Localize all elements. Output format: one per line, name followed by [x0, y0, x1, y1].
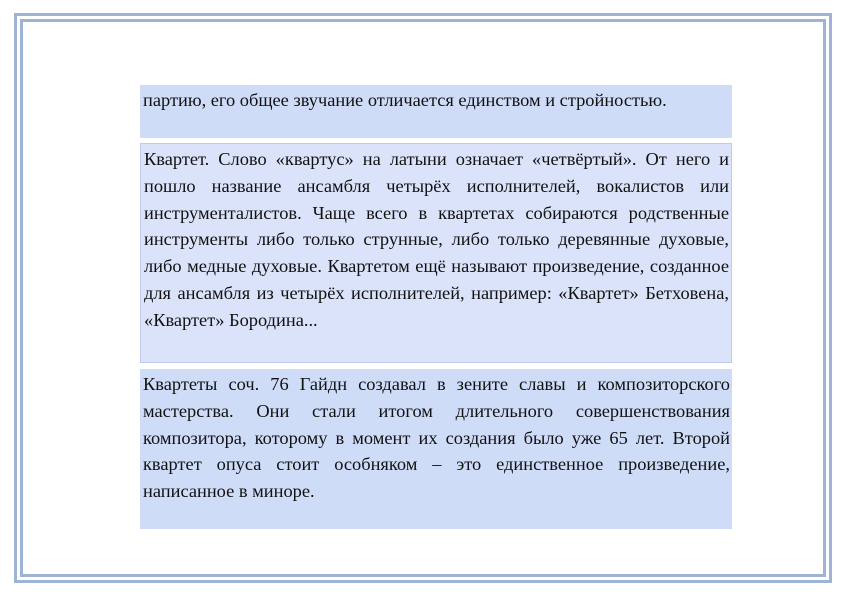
text-block-haydn-quartets [140, 369, 732, 529]
paragraph-quartet-definition: Квартет. Слово «квартус» на латыни означает «четвёртый». От него и пошло название ансамбля четырёх исполнителей, вокалистов или инструменталистов. Чаще всего в квартетах собираются родственные инструменты либо только струнные, либо только деревянные духовые, либо медные духовые. Квартетом ещё называют произведение, созданное для ансамбля из четырёх исполнителей, например: «Квартет» Бетховена, «Квартет» Бородина... [144, 149, 729, 330]
paragraph-continuation: партию, его общее звучание отличается единством и стройностью. [143, 90, 667, 110]
text-block-quartet-definition [140, 143, 732, 363]
text-block-continuation [140, 85, 732, 138]
paragraph-haydn-quartets: Квартеты соч. 76 Гайдн создавал в зените славы и композиторского мастерства. Они стали итогом длительного совершенствования композитора, которому в момент их создания было уже 65 лет. Второй квартет опуса стоит особняком – это единственное произведение, написанное в миноре. [143, 374, 730, 502]
